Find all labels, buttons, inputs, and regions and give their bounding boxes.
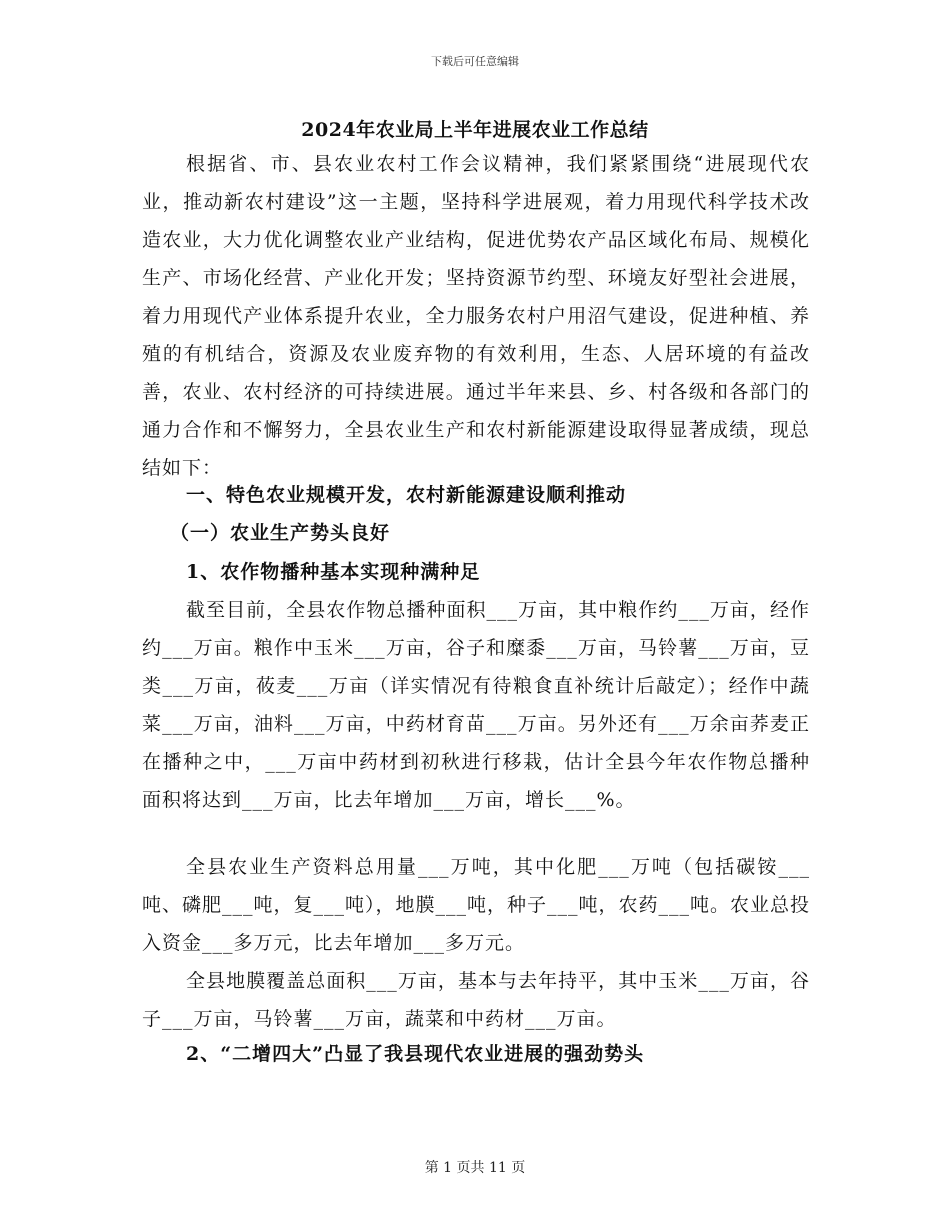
- sowing-paragraph: 截至目前，全县农作物总播种面积___万亩，其中粮作约___万亩，经作约___万亩。粮作中玉米___万亩，谷子和糜黍___万亩，马铃薯___万亩，豆类___万亩，莜麦___万亩（详实情况有待粮食直补统计后敲定）；经作中蔬菜___万亩，油料___万亩，中药材育苗___万亩。另外还有___万余亩荞麦正在播种之中，___万亩中药材到初秋进行移栽，估计全县今年农作物总播种面积将达到___万亩，比去年增加___万亩，增长___%。: [142, 599, 810, 811]
- page-number: 第 1 页共 11 页: [424, 1160, 526, 1176]
- item-heading-2: 2、“二增四大”凸显了我县现代农业进展的强劲势头: [186, 1043, 645, 1065]
- header-note: 下载后可任意编辑: [431, 55, 519, 68]
- subsection-heading-1: （一）农业生产势头良好: [170, 522, 391, 544]
- document-title: 2024年农业局上半年进展农业工作总结: [301, 119, 649, 141]
- materials-paragraph: 全县农业生产资料总用量___万吨，其中化肥___万吨（包括碳铵___吨、磷肥___吨，复___吨），地膜___吨，种子___吨，农药___吨。农业总投入资金___多万元，比去年增加___多万元。: [142, 856, 811, 954]
- film-coverage-paragraph: 全县地膜覆盖总面积___万亩，基本与去年持平，其中玉米___万亩，谷子___万亩，马铃薯___万亩，蔬菜和中药材___万亩。: [142, 970, 810, 1030]
- section-heading-1: 一、特色农业规模开发，农村新能源建设顺利推动: [186, 484, 627, 506]
- intro-paragraph: 根据省、市、县农业农村工作会议精神，我们紧紧围绕“进展现代农业，推动新农村建设”这一主题，坚持科学进展观，着力用现代科学技术改造农业，大力优化调整农业产业结构，促进优势农产品区域化布局、规模化生产、市场化经营、产业化开发；坚持资源节约型、环境友好型社会进展，着力用现代产业体系提升农业，全力服务农村户用沼气建设，促进种植、养殖的有机结合，资源及农业废弃物的有效利用，生态、人居环境的有益改善，农业、农村经济的可持续进展。通过半年来县、乡、村各级和各部门的通力合作和不懈努力，全县农业生产和农村新能源建设取得显著成绩，现总结如下：: [142, 153, 810, 479]
- item-heading-1: 1、农作物播种基本实现种满种足: [186, 561, 481, 583]
